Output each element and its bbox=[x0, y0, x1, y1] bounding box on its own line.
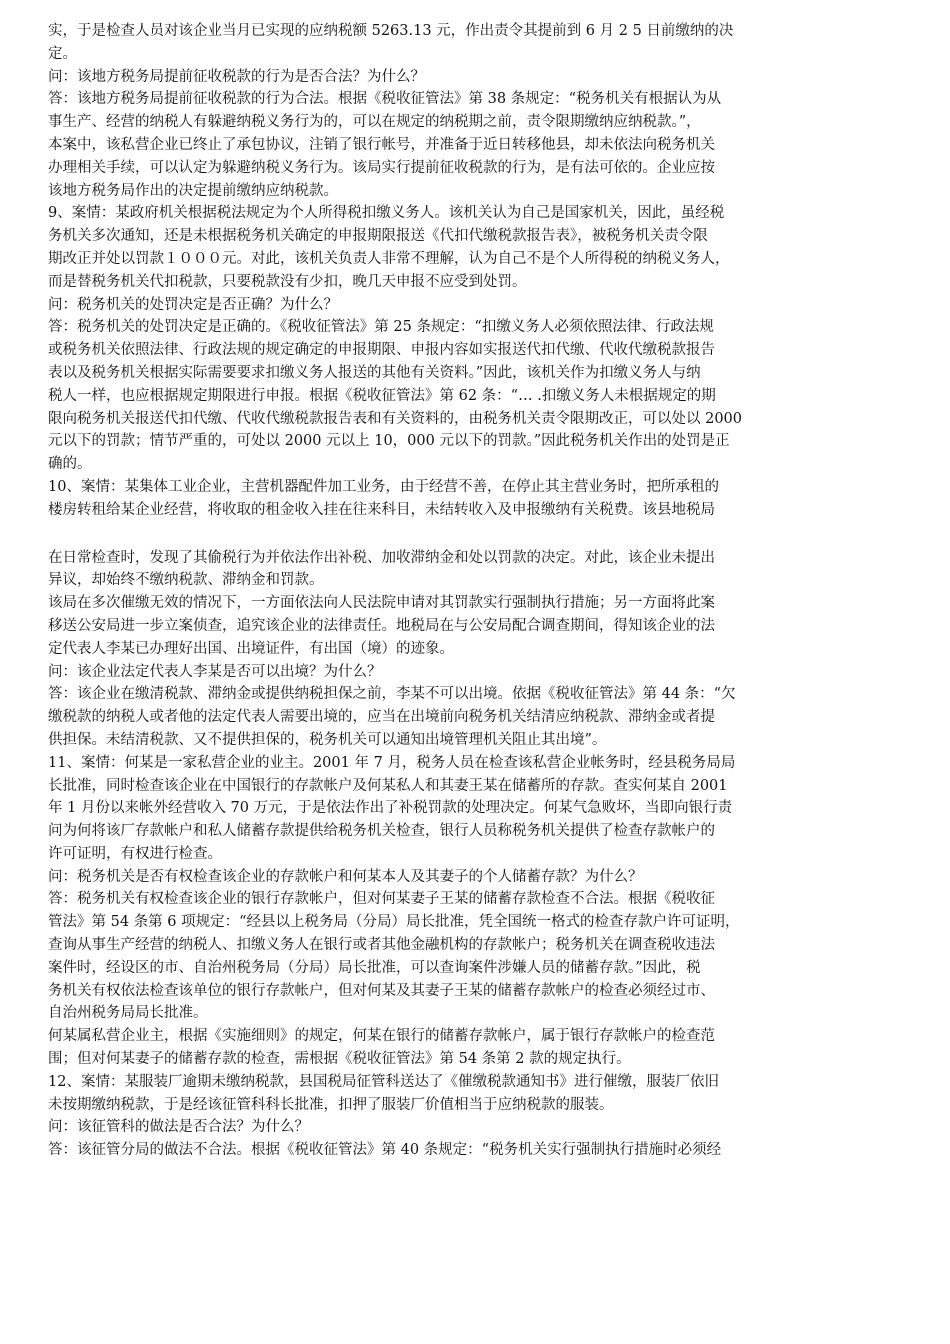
text-line: 问：该企业法定代表人李某是否可以出境？为什么？ bbox=[48, 663, 382, 680]
text-line: 何某属私营企业主，根据《实施细则》的规定，何某在银行的储蓄存款帐户，属于银行存款帐户的检查范 bbox=[48, 1028, 715, 1045]
text-block-lower bbox=[48, 547, 848, 1163]
text-line: 长批准，同时检查该企业在中国银行的存款帐户及何某私人和其妻王某在储蓄所的存款。查实何某自 2001 bbox=[48, 777, 728, 794]
text-line: 自治州税务局局长批准。 bbox=[48, 1005, 208, 1022]
text-line: 本案中，该私营企业已终止了承包协议，注销了银行帐号，并准备于近日转移他县，却未依法向税务机关 bbox=[48, 136, 715, 153]
text-line: 移送公安局进一步立案侦查，追究该企业的法律责任。地税局在与公安局配合调查期间，得知该企业的法 bbox=[48, 617, 715, 634]
text-line: 问为何将该厂存款帐户和私人储蓄存款提供给税务机关检查，银行人员称税务机关提供了检查存款帐户的 bbox=[48, 823, 715, 840]
text-line: 表以及税务机关根据实际需要要求扣缴义务人报送的其他有关资料。”因此，该机关作为扣缴义务人与纳 bbox=[48, 364, 701, 381]
text-line: 在日常检查时，发现了其偷税行为并依法作出补税、加收滞纳金和处以罚款的决定。对此，该企业未提出 bbox=[48, 549, 715, 566]
text-line: 务机关多次通知，还是未根据税务机关确定的申报期限报送《代扣代缴税款报告表》，被税务机关责令限 bbox=[48, 228, 708, 245]
text-line: 定代表人李某已办理好出国、出境证件，有出国（境）的迹象。 bbox=[48, 640, 454, 657]
text-line: 定。 bbox=[48, 45, 77, 62]
text-line: 务机关有权依法检查该单位的银行存款帐户，但对何某及其妻子王某的储蓄存款帐户的检查必须经过市、 bbox=[48, 982, 715, 999]
text-line: 税人一样，也应根据规定期限进行申报。根据《税收征管法》第 62 条：“… .扣缴义务人未根据规定的期 bbox=[48, 387, 716, 404]
text-line: 查询从事生产经营的纳税人、扣缴义务人在银行或者其他金融机构的存款帐户；税务机关在调查税收违法 bbox=[48, 937, 715, 954]
text-line: 未按期缴纳税款，于是经该征管科科长批准，扣押了服装厂价值相当于应纳税款的服装。 bbox=[48, 1096, 614, 1113]
text-line: 实，于是检查人员对该企业当月已实现的应纳税额 5263.13 元，作出责令其提前到 6 月 2 5 日前缴纳的决 bbox=[48, 23, 734, 39]
page-break-gap bbox=[48, 522, 848, 547]
text-line: 问：该征管科的做法是否合法？为什么？ bbox=[48, 1119, 309, 1136]
text-line: 答：该地方税务局提前征收税款的行为合法。根据《税收征管法》第 38 条规定：“税务机关有根据认为从 bbox=[48, 91, 722, 108]
text-line: 事生产、经营的纳税人有躲避纳税义务行为的，可以在规定的纳税期之前，责令限期缴纳应纳税款。”， bbox=[48, 114, 701, 131]
text-line: 期改正并处以罚款１０００元。对此，该机关负责人非常不理解，认为自己不是个人所得税的纳税义务人， bbox=[48, 250, 730, 267]
text-line: 限向税务机关报送代扣代缴、代收代缴税款报告表和有关资料的，由税务机关责令限期改正，可以处以 2000 bbox=[48, 410, 743, 427]
text-line: 该地方税务局作出的决定提前缴纳应纳税款。 bbox=[48, 182, 338, 199]
text-line: 问：税务机关是否有权检查该企业的存款帐户和何某本人及其妻子的个人储蓄存款？为什么？ bbox=[48, 868, 643, 885]
text-line: 9、案情：某政府机关根据税法规定为个人所得税扣缴义务人。该机关认为自己是国家机关，因此，虽经税 bbox=[48, 205, 725, 222]
text-line: 确的。 bbox=[48, 456, 92, 473]
text-line: 缴税款的纳税人或者他的法定代表人需要出境的，应当在出境前向税务机关结清应纳税款、滞纳金或者提 bbox=[48, 709, 715, 726]
text-line: 办理相关手续，可以认定为躲避纳税义务行为。该局实行提前征收税款的行为，是有法可依的。企业应按 bbox=[48, 159, 715, 176]
text-line: 管法》第 54 条第 6 项规定：“经县以上税务局（分局）局长批准，凭全国统一格式的检查存款户许可证明， bbox=[48, 914, 740, 931]
document-page bbox=[48, 20, 848, 1162]
text-line: 答：该企业在缴清税款、滞纳金或提供纳税担保之前，李某不可以出境。依据《税收征管法》第 44 条：“欠 bbox=[48, 686, 736, 703]
text-line: 11、案情：何某是一家私营企业的业主。2001 年 7 月，税务人员在检查该私营企业帐务时，经县税务局局 bbox=[48, 754, 736, 771]
text-line: 年 1 月份以来帐外经营收入 70 万元，于是依法作出了补税罚款的处理决定。何某气急败坏，当即向银行责 bbox=[48, 800, 733, 817]
text-line: 该局在多次催缴无效的情况下，一方面依法向人民法院申请对其罚款实行强制执行措施；另一方面将此案 bbox=[48, 595, 715, 612]
text-line: 许可证明，有权进行检查。 bbox=[48, 845, 222, 862]
text-line: 12、案情：某服装厂逾期未缴纳税款，县国税局征管科送达了《催缴税款通知书》进行催缴，服装厂依旧 bbox=[48, 1073, 719, 1090]
text-line: 楼房转租给某企业经营，将收取的租金收入挂在往来科目，未结转收入及申报缴纳有关税费。该县地税局 bbox=[48, 501, 715, 518]
text-line: 围；但对何某妻子的储蓄存款的检查，需根据《税收征管法》第 54 条第 2 款的规定执行。 bbox=[48, 1051, 631, 1068]
text-line: 10、案情：某集体工业企业，主营机器配件加工业务，由于经营不善，在停止其主营业务时，把所承租的 bbox=[48, 478, 719, 495]
text-line: 元以下的罚款；情节严重的，可处以 2000 元以上 10，000 元以下的罚款。”因此税务机关作出的处罚是正 bbox=[48, 433, 730, 450]
text-line: 而是替税务机关代扣税款，只要税款没有少扣，晚几天申报不应受到处罚。 bbox=[48, 273, 527, 290]
text-line: 案件时，经设区的市、自治州税务局（分局）局长批准，可以查询案件涉嫌人员的储蓄存款。”因此，税 bbox=[48, 959, 701, 976]
text-line: 答：税务机关有权检查该企业的银行存款帐户，但对何某妻子王某的储蓄存款检查不合法。根据《税收征 bbox=[48, 891, 715, 908]
text-line: 问：该地方税务局提前征收税款的行为是否合法？为什么？ bbox=[48, 68, 425, 85]
text-line: 或税务机关依照法律、行政法规的规定确定的申报期限、申报内容如实报送代扣代缴、代收代缴税款报告 bbox=[48, 342, 715, 359]
text-line: 答：税务机关的处罚决定是正确的。《税收征管法》第 25 条规定：“扣缴义务人必须依照法律、行政法规 bbox=[48, 319, 714, 336]
text-line: 供担保。未结清税款、又不提供担保的，税务机关可以通知出境管理机关阻止其出境”。 bbox=[48, 731, 607, 748]
text-line: 问：税务机关的处罚决定是否正确？为什么？ bbox=[48, 296, 338, 313]
text-block-upper bbox=[48, 20, 848, 522]
text-line: 答：该征管分局的做法不合法。根据《税收征管法》第 40 条规定：“税务机关实行强制执行措施时必须经 bbox=[48, 1142, 722, 1159]
text-line: 异议，却始终不缴纳税款、滞纳金和罚款。 bbox=[48, 572, 324, 589]
